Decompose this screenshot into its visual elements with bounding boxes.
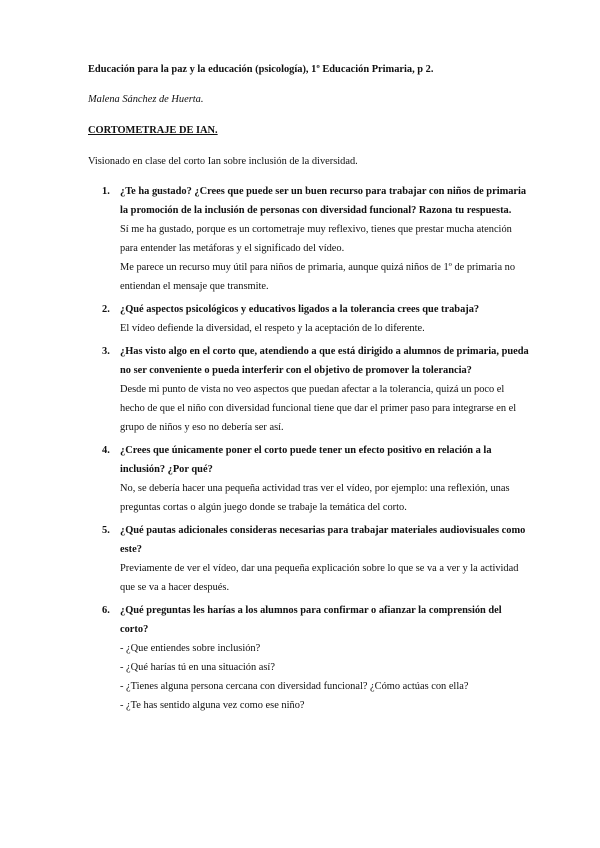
- question-item: [88, 182, 530, 296]
- answer-line: - ¿Tienes alguna persona cercana con diversidad funcional? ¿Cómo actúas con ella?: [120, 681, 469, 692]
- answer-block: [120, 479, 530, 517]
- question-item: [88, 601, 530, 715]
- answer-block: [120, 220, 530, 296]
- question-item: [88, 342, 530, 437]
- answer-paragraph: Me parece un recurso muy útil para niños de primaria, aunque quizá niños de 1º de primaria no entiendan el mensaje que transmite.: [120, 262, 516, 292]
- answer-block: [120, 380, 530, 437]
- answer-line: - ¿Te has sentido alguna vez como ese niño?: [120, 700, 305, 711]
- question-number: 3.: [102, 346, 110, 357]
- question-item: [88, 300, 530, 338]
- answer-paragraph: No, se debería hacer una pequeña actividad tras ver el vídeo, por ejemplo: una reflexión, unas preguntas cortas o algún juego donde se trabaje la temática del corto.: [120, 483, 510, 513]
- question-text: ¿Qué preguntas les harías a los alumnos para confirmar o afianzar la comprensión del corto?: [120, 605, 502, 635]
- question-item: [88, 521, 530, 597]
- answer-line: - ¿Qué harías tú en una situación así?: [120, 662, 275, 673]
- intro-paragraph: Visionado en clase del corto Ian sobre inclusión de la diversidad.: [88, 156, 358, 167]
- question-list: [88, 182, 530, 715]
- question-text: ¿Crees que únicamente poner el corto puede tener un efecto positivo en relación a la inclusión? ¿Por qué?: [120, 445, 492, 475]
- document-title: CORTOMETRAJE DE IAN.: [88, 125, 218, 136]
- question-number: 5.: [102, 525, 110, 536]
- question-number: 6.: [102, 605, 110, 616]
- question-text: ¿Te ha gustado? ¿Crees que puede ser un buen recurso para trabajar con niños de primaria la promoción de la inclusión de personas con diversidad funcional? Razona tu respuesta.: [120, 186, 527, 216]
- answer-line: - ¿Que entiendes sobre inclusión?: [120, 643, 261, 654]
- answer-block: [120, 319, 530, 338]
- question-number: 2.: [102, 304, 110, 315]
- question-text: ¿Qué aspectos psicológicos y educativos ligados a la tolerancia crees que trabaja?: [120, 304, 480, 315]
- answer-paragraph: El vídeo defiende la diversidad, el respeto y la aceptación de lo diferente.: [120, 323, 425, 334]
- answer-block: [120, 559, 530, 597]
- answer-paragraph: Sí me ha gustado, porque es un cortometraje muy reflexivo, tienes que prestar mucha atención para entender las metáforas y el significado del vídeo.: [120, 224, 512, 254]
- header-title: Educación para la paz y la educación (psicología), 1º Educación Primaria, p 2.: [88, 64, 434, 75]
- answer-block: [120, 639, 530, 715]
- answer-paragraph: Desde mi punto de vista no veo aspectos que puedan afectar a la tolerancia, quizá un poco el hecho de que el niño con diversidad funcional tiene que dar el primer paso para integrarse en el grupo de niños y eso no debería ser así.: [120, 384, 517, 433]
- author-name: Malena Sánchez de Huerta.: [88, 94, 204, 105]
- answer-paragraph: Previamente de ver el vídeo, dar una pequeña explicación sobre lo que se va a ver y la actividad que se va a hacer después.: [120, 563, 519, 593]
- question-text: ¿Has visto algo en el corto que, atendiendo a que está dirigido a alumnos de primaria, pueda no ser conveniente o pueda interferir con el objetivo de promover la tolerancia?: [120, 346, 529, 376]
- question-item: [88, 441, 530, 517]
- question-number: 1.: [102, 186, 110, 197]
- question-text: ¿Qué pautas adicionales consideras necesarias para trabajar materiales audiovisuales como este?: [120, 525, 526, 555]
- question-number: 4.: [102, 445, 110, 456]
